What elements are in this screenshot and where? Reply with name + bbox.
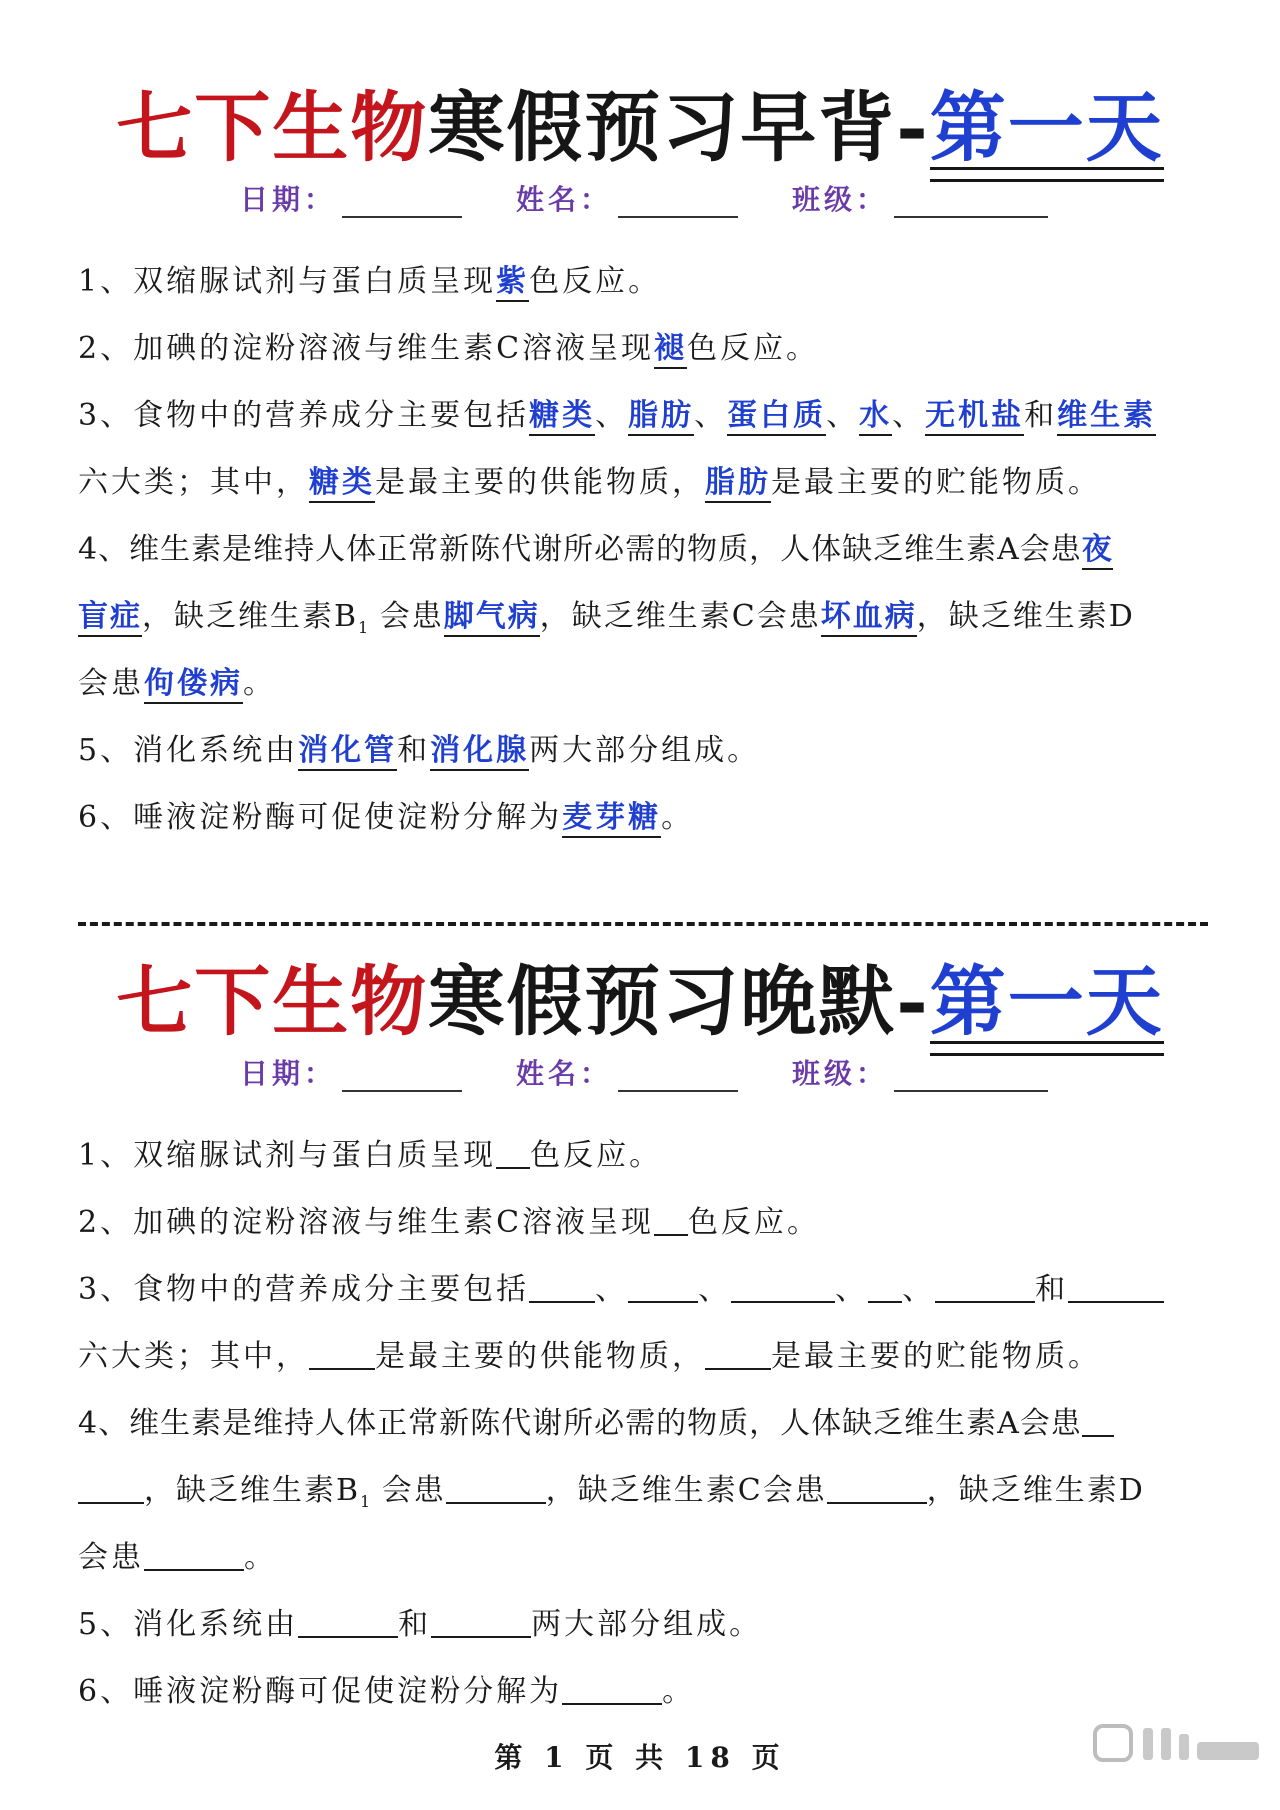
q1-answer: 紫 <box>496 264 529 302</box>
q3-sep: 和 <box>1024 398 1058 433</box>
answer-blank[interactable] <box>935 1271 1035 1303</box>
q4-text: 。 <box>244 1540 277 1575</box>
q4-text: 会患 <box>78 1540 144 1575</box>
q3-sep: 、 <box>595 1272 629 1307</box>
q5-text: 5、消化系统由 <box>78 1607 299 1642</box>
answer-blank[interactable] <box>309 1338 375 1370</box>
q1-text: 1、双缩脲试剂与蛋白质呈现 <box>78 1138 497 1173</box>
morning-q6 <box>78 798 1208 838</box>
answer-blank[interactable] <box>705 1338 771 1370</box>
evening-q4-line3 <box>78 1538 1208 1578</box>
q4-text: 会患 <box>379 599 444 634</box>
q2-text-end: 色反应。 <box>687 331 820 366</box>
q3-sep: 、 <box>694 398 728 433</box>
class-label: 班级： <box>792 183 889 216</box>
q4-text: 4、维生素是维持人体正常新陈代谢所必需的物质，人体缺乏维生素A会患 <box>78 532 1082 567</box>
evening-q5 <box>78 1605 1208 1645</box>
morning-q3-line1 <box>78 396 1208 436</box>
q3-answer-5: 无机盐 <box>925 398 1024 436</box>
q5-answer-2: 消化腺 <box>430 733 529 771</box>
answer-blank[interactable] <box>562 1673 662 1705</box>
title-day: 第一天 <box>930 78 1164 178</box>
evening-info-row <box>0 1052 1280 1096</box>
answer-blank[interactable] <box>529 1271 595 1303</box>
morning-q3-line2 <box>78 463 1208 503</box>
answer-blank[interactable] <box>496 1137 530 1169</box>
answer-blank[interactable] <box>431 1606 531 1638</box>
answer-blank[interactable] <box>144 1539 244 1571</box>
q2-answer: 褪 <box>654 331 687 369</box>
q4-text: ，缺乏维生素C会患 <box>539 599 821 634</box>
answer-blank[interactable] <box>1068 1271 1164 1303</box>
q3-sep: 、 <box>698 1272 732 1307</box>
q3-text: 是最主要的贮能物质。 <box>771 1339 1101 1374</box>
q3-answer-6: 维生素 <box>1057 398 1156 436</box>
name-label: 姓名： <box>516 183 613 216</box>
q3-sep: 、 <box>892 398 926 433</box>
cut-line-divider <box>78 922 1208 926</box>
q4-text: 会患 <box>381 1473 446 1508</box>
q3-answer-2: 脂肪 <box>628 398 694 436</box>
evening-q2 <box>78 1203 1208 1243</box>
q3-text: 3、食物中的营养成分主要包括 <box>78 398 530 433</box>
evening-q4-line1 <box>78 1404 1208 1444</box>
answer-blank[interactable] <box>731 1271 835 1303</box>
evening-q4-line2 <box>78 1471 1208 1522</box>
q6-text: 6、唾液淀粉酶可促使淀粉分解为 <box>78 800 563 835</box>
q3-sep: 、 <box>595 398 629 433</box>
title-main: 寒假预习早背- <box>428 83 930 172</box>
page-number: 第 1 页 共 18 页 <box>494 1741 786 1774</box>
q5-text: 和 <box>398 1607 432 1642</box>
title-main: 寒假预习晚默- <box>428 957 930 1046</box>
morning-q4-line2 <box>78 597 1208 648</box>
q6-text: 6、唾液淀粉酶可促使淀粉分解为 <box>78 1674 563 1709</box>
q3-text: 六大类；其中， <box>78 1339 309 1374</box>
q5-text: 和 <box>397 733 431 768</box>
q4-text: ，缺乏维生素D <box>916 599 1135 634</box>
q6-answer: 麦芽糖 <box>562 800 661 838</box>
answer-blank[interactable] <box>654 1204 688 1236</box>
q3-sep: 、 <box>826 398 860 433</box>
q4-text: ，缺乏维生素B <box>142 599 359 634</box>
name-field[interactable] <box>618 216 738 218</box>
morning-q5 <box>78 731 1208 771</box>
title-subject: 七下生物 <box>116 83 429 172</box>
q3-answer-7: 糖类 <box>309 465 375 503</box>
q3-answer-4: 水 <box>859 398 892 436</box>
class-label: 班级： <box>792 1057 889 1090</box>
morning-q4-line3 <box>78 664 1208 704</box>
date-label: 日期： <box>240 183 337 216</box>
answer-blank[interactable] <box>446 1472 546 1504</box>
q4-text: ，缺乏维生素C会患 <box>545 1473 827 1508</box>
answer-blank[interactable] <box>827 1472 927 1504</box>
subscript: 1 <box>358 618 369 637</box>
q3-sep: 、 <box>902 1272 936 1307</box>
evening-q3-line2 <box>78 1337 1208 1377</box>
q3-text: 3、食物中的营养成分主要包括 <box>78 1272 530 1307</box>
morning-q1 <box>78 262 1208 302</box>
q4-answer-2: 脚气病 <box>444 599 540 637</box>
title-subject: 七下生物 <box>116 957 429 1046</box>
q4-text: ，缺乏维生素D <box>926 1473 1145 1508</box>
class-field[interactable] <box>894 1090 1048 1092</box>
q3-sep: 和 <box>1035 1272 1069 1307</box>
morning-q4-line1 <box>78 530 1208 570</box>
evening-q3-line1 <box>78 1270 1208 1310</box>
q6-text: 。 <box>662 1674 696 1709</box>
q1-text-end: 色反应。 <box>530 1138 663 1173</box>
q4-answer-4: 佝偻病 <box>144 666 243 704</box>
q4-answer-1b: 盲症 <box>78 599 142 637</box>
q3-text: 是最主要的供能物质， <box>375 1339 705 1374</box>
q4-answer-1a: 夜 <box>1082 532 1113 570</box>
evening-title <box>0 952 1280 1052</box>
morning-title <box>0 78 1280 178</box>
title-day: 第一天 <box>930 952 1164 1052</box>
q2-text: 2、加碘的淀粉溶液与维生素C溶液呈现 <box>78 1205 655 1240</box>
date-label: 日期： <box>240 1057 337 1090</box>
q3-text: 是最主要的贮能物质。 <box>771 465 1101 500</box>
q2-text: 2、加碘的淀粉溶液与维生素C溶液呈现 <box>78 331 655 366</box>
name-label: 姓名： <box>516 1057 613 1090</box>
q3-text: 是最主要的供能物质， <box>375 465 705 500</box>
q3-answer-3: 蛋白质 <box>727 398 826 436</box>
watermark-logo-icon <box>1093 1722 1263 1766</box>
evening-q6 <box>78 1672 1208 1712</box>
q5-text: 两大部分组成。 <box>531 1607 763 1642</box>
q4-text: 会患 <box>78 666 144 701</box>
q6-text: 。 <box>661 800 695 835</box>
q3-answer-1: 糖类 <box>529 398 595 436</box>
answer-blank[interactable] <box>298 1606 398 1638</box>
q4-answer-3: 坏血病 <box>821 599 917 637</box>
q3-answer-8: 脂肪 <box>705 465 771 503</box>
class-field[interactable] <box>894 216 1048 218</box>
q5-answer-1: 消化管 <box>298 733 397 771</box>
q1-text-end: 色反应。 <box>529 264 662 299</box>
subscript: 1 <box>360 1492 371 1511</box>
q2-text-end: 色反应。 <box>688 1205 821 1240</box>
q1-text: 1、双缩脲试剂与蛋白质呈现 <box>78 264 497 299</box>
answer-blank[interactable] <box>1082 1405 1114 1437</box>
q5-text: 两大部分组成。 <box>529 733 761 768</box>
answer-blank[interactable] <box>868 1271 902 1303</box>
answer-blank[interactable] <box>78 1472 144 1504</box>
date-field[interactable] <box>342 216 462 218</box>
morning-q2 <box>78 329 1208 369</box>
q4-text: ，缺乏维生素B <box>144 1473 361 1508</box>
evening-q1 <box>78 1136 1208 1176</box>
q5-text: 5、消化系统由 <box>78 733 299 768</box>
q4-text: 4、维生素是维持人体正常新陈代谢所必需的物质，人体缺乏维生素A会患 <box>78 1406 1082 1441</box>
q3-sep: 、 <box>835 1272 869 1307</box>
morning-info-row <box>0 178 1280 222</box>
date-field[interactable] <box>342 1090 462 1092</box>
name-field[interactable] <box>618 1090 738 1092</box>
q3-text: 六大类；其中， <box>78 465 309 500</box>
answer-blank[interactable] <box>628 1271 698 1303</box>
q4-text: 。 <box>243 666 276 701</box>
